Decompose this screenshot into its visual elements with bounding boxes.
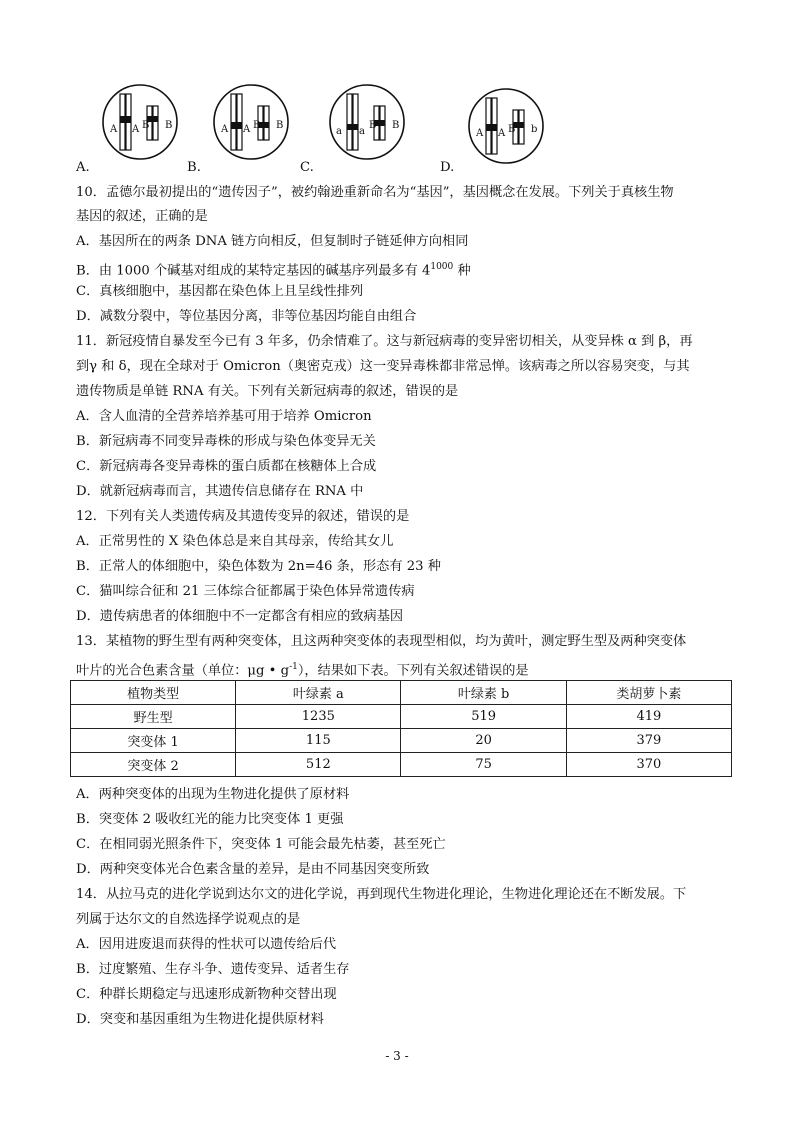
q13-option-c: C．在相同弱光照条件下，突变体 1 可能会最先枯萎，甚至死亡: [76, 837, 446, 852]
fig-d-right-top: B: [508, 124, 516, 135]
q11-stem-3: 遗传物质是单链 RNA 有关。下列有关新冠病毒的叙述，错误的是: [76, 384, 459, 399]
fig-d-right-bottom: b: [531, 124, 538, 135]
q13-stem-2-suffix: ），结果如下表。下列有关叙述错误的是: [297, 663, 529, 679]
table-cell: 20: [401, 729, 566, 753]
q11-option-b: B．新冠病毒不同变异毒株的形成与染色体变异无关: [76, 434, 376, 449]
pigment-table: [70, 680, 732, 777]
page-number: - 3 -: [385, 1049, 409, 1063]
q10-option-b: [76, 259, 471, 279]
fig-c-right-bottom: B: [392, 120, 400, 131]
fig-label-b: B.: [187, 160, 201, 175]
q13-option-b: B．突变体 2 吸收红光的能力比突变体 1 更强: [76, 812, 344, 827]
q14-option-c: C．种群长期稳定与迅速形成新物种交替出现: [76, 987, 337, 1002]
q11-stem-2: 到γ 和 δ，现在全球对于 Omicron（奥密克戎）这一变异毒株都非常忌惮。该病毒之所以容易突变，与其: [76, 359, 690, 374]
table-cell: 419: [566, 705, 731, 729]
q13-stem-2-text: 叶片的光合色素含量（单位：μg • g: [76, 663, 290, 679]
q11-option-a: A．含人血清的全营养培养基可用于培养 Omicron: [76, 409, 372, 424]
fig-b-right-bottom: B: [276, 120, 284, 131]
fig-b-left-mid: A: [243, 124, 251, 135]
table-header-cell: 类胡萝卜素: [566, 681, 731, 705]
table-header-row: [71, 681, 732, 705]
table-cell: 突变体 2: [71, 753, 236, 777]
fig-d-left-mid: A: [498, 128, 506, 139]
q10-option-d: D．减数分裂中，等位基因分离，非等位基因均能自由组合: [76, 309, 417, 324]
table-header-cell: 植物类型: [71, 681, 236, 705]
fig-d-left-top: A: [476, 128, 484, 139]
fig-label-a: A.: [76, 160, 90, 175]
q13-option-a: A．两种突变体的出现为生物进化提供了原材料: [76, 787, 350, 802]
q13-stem-2-exponent: -1: [289, 662, 298, 672]
q14-stem-1: 14．从拉马克的进化学说到达尔文的进化学说，再到现代生物进化理论，生物进化理论还在不断发展。下: [76, 887, 687, 902]
table-row: [71, 729, 732, 753]
table-cell: 75: [401, 753, 566, 777]
fig-a-left-mid: A: [132, 124, 140, 135]
q12-option-a: A．正常男性的 X 染色体总是来自其母亲，传给其女儿: [76, 534, 394, 549]
table-header-cell: 叶绿素 a: [236, 681, 401, 705]
q10-option-b-text: B．由 1000 个碱基对组成的某特定基因的碱基序列最多有 4: [76, 263, 431, 279]
table-cell: 突变体 1: [71, 729, 236, 753]
table-cell: 野生型: [71, 705, 236, 729]
q12-option-b: B．正常人的体细胞中，染色体数为 2n=46 条，形态有 23 种: [76, 559, 441, 574]
fig-c-right-top: B: [369, 120, 377, 131]
q11-stem-1: 11．新冠疫情自暴发至今已有 3 年多，仍余情难了。这与新冠病毒的变异密切相关，从变异株 α 到 β，再: [76, 334, 693, 349]
fig-c-left-mid: a: [359, 126, 365, 137]
fig-a-right-bottom: B: [165, 120, 173, 131]
q10-stem-2: 基因的叙述，正确的是: [76, 209, 208, 224]
table-row: [71, 753, 732, 777]
q13-stem-2: [76, 659, 529, 679]
q12-option-c: C．猫叫综合征和 21 三体综合征都属于染色体异常遗传病: [76, 584, 415, 599]
q10-option-a: A．基因所在的两条 DNA 链方向相反，但复制时子链延伸方向相同: [76, 234, 469, 249]
table-cell: 370: [566, 753, 731, 777]
q10-stem-1: 10．孟德尔最初提出的“遗传因子”，被约翰逊重新命名为“基因”，基因概念在发展。下列关于真核生物: [76, 185, 674, 200]
fig-c-left-top: a: [336, 126, 342, 137]
q13-option-d: D．两种突变体光合色素含量的差异，是由不同基因突变所致: [76, 862, 430, 877]
fig-a-right-top: B: [142, 120, 150, 131]
table-row: [71, 705, 732, 729]
q11-option-c: C．新冠病毒各变异毒株的蛋白质都在核糖体上合成: [76, 459, 377, 474]
q14-option-a: A．因用进废退而获得的性状可以遗传给后代: [76, 937, 337, 952]
q14-option-b: B．过度繁殖、生存斗争、遗传变异、适者生存: [76, 962, 350, 977]
fig-a-left-top: A: [110, 124, 118, 135]
q10-option-b-suffix: 种: [453, 263, 471, 279]
table-header-cell: 叶绿素 b: [401, 681, 566, 705]
table-cell: 379: [566, 729, 731, 753]
table-cell: 519: [401, 705, 566, 729]
q14-option-d: D．突变和基因重组为生物进化提供原材料: [76, 1012, 324, 1027]
q12-option-d: D．遗传病患者的体细胞中不一定都含有相应的致病基因: [76, 609, 404, 624]
table-cell: 1235: [236, 705, 401, 729]
table-cell: 115: [236, 729, 401, 753]
q13-stem-1: 13．某植物的野生型有两种突变体，且这两种突变体的表现型相似，均为黄叶，测定野生型及两种突变体: [76, 634, 687, 649]
q10-option-c: C．真核细胞中，基因都在染色体上且呈线性排列: [76, 284, 364, 299]
table-cell: 512: [236, 753, 401, 777]
q10-option-b-exponent: 1000: [430, 262, 454, 272]
q11-option-d: D．就新冠病毒而言，其遗传信息储存在 RNA 中: [76, 484, 364, 499]
fig-b-right-top: B: [253, 120, 261, 131]
fig-label-c: C.: [300, 160, 314, 175]
q14-stem-2: 列属于达尔文的自然选择学说观点的是: [76, 912, 301, 927]
fig-label-d: D.: [440, 160, 455, 175]
fig-b-left-top: A: [221, 124, 229, 135]
q12-stem: 12．下列有关人类遗传病及其遗传变异的叙述，错误的是: [76, 509, 410, 524]
